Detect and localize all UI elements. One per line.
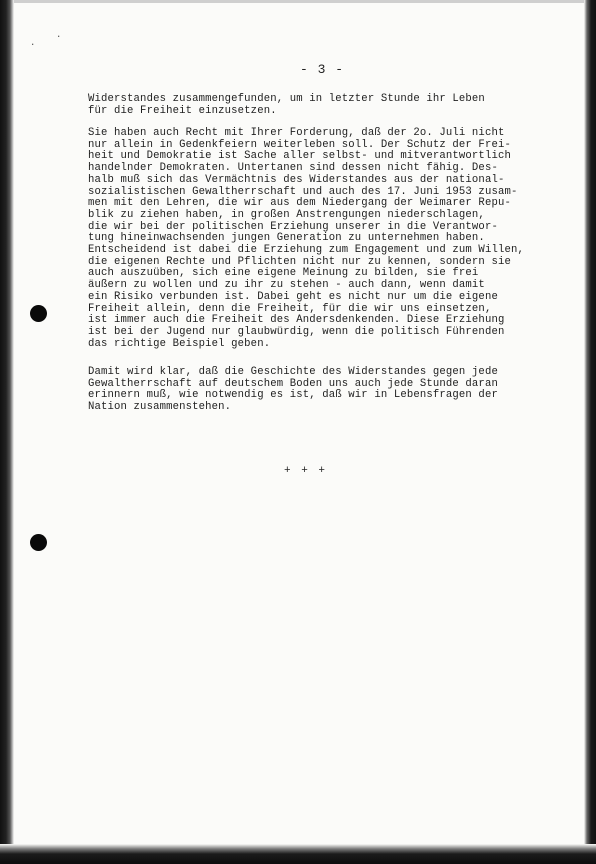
page-number: - 3 - — [300, 62, 345, 77]
punch-hole — [30, 305, 47, 322]
end-mark: + + + — [284, 465, 328, 477]
scan-speck: · — [56, 32, 62, 42]
scan-edge-right — [584, 0, 596, 864]
scan-edge-top — [0, 0, 596, 3]
paragraph-1: Widerstandes zusammengefunden, um in letzter Stunde ihr Leben für die Freiheit einzusetzen. — [88, 93, 485, 117]
scan-edge-bottom — [0, 844, 596, 864]
paragraph-3: Damit wird klar, daß die Geschichte des Widerstandes gegen jede Gewaltherrschaft auf deutschem Boden uns auch jede Stunde daran erinnern muß, wie notwendig es ist, daß wir in Lebensfragen der Nation zusammenstehen. — [88, 366, 498, 414]
scan-speck: · — [30, 40, 36, 50]
paragraph-2: Sie haben auch Recht mit Ihrer Forderung, daß der 2o. Juli nicht nur allein in Gedenkfeiern weiterleben soll. Der Schutz der Frei- heit und Demokratie ist Sache aller selbst- und mitverantwortlich handelnder Demokraten. Untertanen sind dessen nicht fähig. Des- halb muß sich das Vermächtnis des Widerstandes aus der national- sozialistischen Gewaltherrschaft und auch des 17. Juni 1953 zusam- men mit den Lehren, die wir aus dem Niedergang der Weimarer Repu- blik zu ziehen haben, in großen Anstrengungen niederschlagen, die wir bei der politischen Erziehung unserer in die Verantwor- tung hineinwachsenden jungen Generation zu unternehmen haben. Entscheidend ist dabei die Erziehung zum Engagement und zum Willen, die eigenen Rechte und Pflichten nicht nur zu kennen, sondern sie auch auszuüben, sich eine eigene Meinung zu bilden, sie frei äußern zu wollen und zu ihr zu stehen - auch dann, wenn damit ein Risiko verbunden ist. Dabei geht es nicht nur um die eigene Freiheit allein, denn die Freiheit, für die wir uns einsetzen, ist immer auch die Freiheit des Andersdenkenden. Diese Erziehung ist bei der Jugend nur glaubwürdig, wenn die politisch Führenden das richtige Beispiel geben. — [88, 127, 524, 350]
scan-edge-left — [0, 0, 14, 864]
punch-hole — [30, 534, 47, 551]
